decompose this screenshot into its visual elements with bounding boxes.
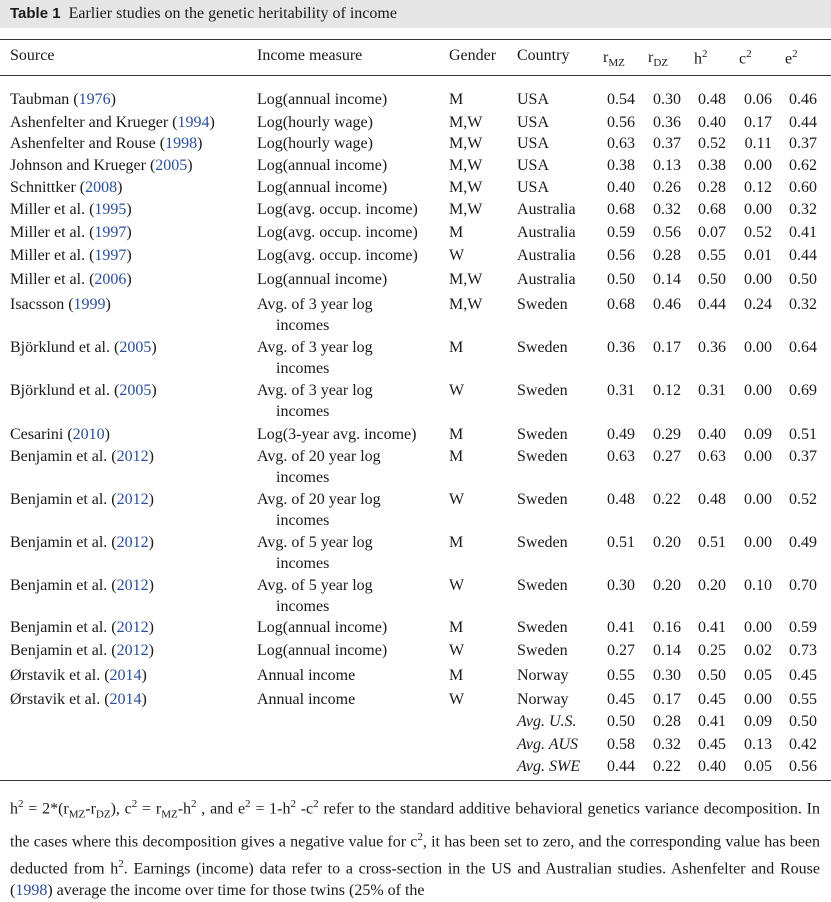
- e2-value: 0.45: [789, 667, 817, 684]
- income-measure: Log(hourly wage): [257, 114, 373, 131]
- average-label: Avg. SWE: [517, 758, 581, 775]
- h2-value: 0.28: [698, 179, 726, 196]
- e2-value: 0.73: [789, 642, 817, 659]
- header-e2: $e^2$: [785, 48, 798, 68]
- citation-year-link[interactable]: 2005: [119, 382, 152, 399]
- source-author: Benjamin et al. (: [10, 534, 117, 551]
- source-cell: [10, 641, 154, 661]
- c2-value: 0.02: [744, 642, 772, 659]
- h2-value: 0.45: [698, 691, 726, 708]
- income-measure: Log(annual income): [257, 179, 388, 196]
- source-close: ): [151, 382, 157, 399]
- country-cell: Australia: [517, 224, 576, 241]
- gender-cell: M: [449, 667, 464, 684]
- income-measure: Log(avg. occup. income): [257, 247, 418, 264]
- source-cell: [10, 113, 215, 133]
- c2-value: 0.12: [744, 179, 772, 196]
- gender-cell: M,W: [449, 201, 483, 218]
- average-c2-value: 0.05: [744, 758, 772, 775]
- country-cell: Norway: [517, 691, 569, 708]
- source-author: Benjamin et al. (: [10, 642, 117, 659]
- c2-value: 0.00: [744, 201, 772, 218]
- gender-cell: M: [449, 224, 464, 241]
- country-cell: Sweden: [517, 426, 568, 443]
- c2-value: 0.52: [744, 224, 772, 241]
- country-cell: USA: [517, 135, 550, 152]
- country-cell: Australia: [517, 271, 576, 288]
- table-title: Earlier studies on the genetic heritability of income: [68, 5, 397, 22]
- average-rmz-value: 0.58: [607, 736, 635, 753]
- c2-value: 0.10: [744, 577, 772, 594]
- e2-value: 0.32: [789, 201, 817, 218]
- income-measure: Log(annual income): [257, 642, 388, 659]
- citation-year-link[interactable]: 2012: [116, 642, 149, 659]
- income-measure: Log(hourly wage): [257, 135, 373, 152]
- income-measure: Avg. of 20 year log: [257, 491, 381, 508]
- c2-value: 0.09: [744, 426, 772, 443]
- table-label: Table 1: [10, 5, 61, 22]
- gender-cell: M,W: [449, 271, 483, 288]
- average-c2-value: 0.09: [744, 713, 772, 730]
- rmz-value: 0.59: [607, 224, 635, 241]
- citation-year-link[interactable]: 1997: [94, 247, 127, 264]
- gender-cell: W: [449, 577, 465, 594]
- header-c2: $c^2$: [739, 48, 752, 68]
- header-rdz: $r_{DZ}$: [648, 49, 668, 70]
- rdz-value: 0.13: [653, 157, 681, 174]
- source-cell: [10, 576, 154, 596]
- rdz-value: 0.27: [653, 448, 681, 465]
- average-label: Avg. U.S.: [517, 713, 577, 730]
- e2-value: 0.50: [789, 271, 817, 288]
- e2-value: 0.49: [789, 534, 817, 551]
- income-measure: Log(annual income): [257, 157, 388, 174]
- income-measure: Log(3-year avg. income): [257, 426, 417, 443]
- rdz-value: 0.32: [653, 201, 681, 218]
- e2-value: 0.69: [789, 382, 817, 399]
- source-close: ): [141, 667, 147, 684]
- header-income: Income measure: [257, 47, 363, 64]
- rmz-value: 0.63: [607, 135, 635, 152]
- citation-year-link[interactable]: 2014: [109, 667, 142, 684]
- gender-cell: W: [449, 691, 465, 708]
- income-measure: Log(annual income): [257, 619, 388, 636]
- average-h2-value: 0.41: [698, 713, 726, 730]
- rmz-value: 0.56: [607, 114, 635, 131]
- e2-value: 0.52: [789, 491, 817, 508]
- country-cell: Sweden: [517, 577, 568, 594]
- source-close: ): [148, 642, 154, 659]
- rdz-value: 0.28: [653, 247, 681, 264]
- gender-cell: M: [449, 339, 464, 356]
- h2-value: 0.36: [698, 339, 726, 356]
- gender-cell: W: [449, 491, 465, 508]
- rmz-value: 0.38: [607, 157, 635, 174]
- average-e2-value: 0.56: [789, 758, 817, 775]
- h2-value: 0.07: [698, 224, 726, 241]
- source-cell: [10, 178, 122, 198]
- rdz-value: 0.16: [653, 619, 681, 636]
- source-author: Cesarini (: [10, 426, 73, 443]
- average-h2-value: 0.45: [698, 736, 726, 753]
- source-author: Johnson and Krueger (: [10, 157, 156, 174]
- rmz-value: 0.36: [607, 339, 635, 356]
- rdz-value: 0.22: [653, 491, 681, 508]
- gender-cell: M,W: [449, 114, 483, 131]
- e2-value: 0.60: [789, 179, 817, 196]
- country-cell: USA: [517, 157, 550, 174]
- c2-value: 0.00: [744, 448, 772, 465]
- income-measure-cont: incomes: [276, 555, 330, 572]
- bottom-rule: [0, 780, 831, 781]
- source-close: ): [117, 179, 123, 196]
- source-close: ): [187, 157, 193, 174]
- h2-value: 0.40: [698, 426, 726, 443]
- source-cell: [10, 533, 154, 553]
- c2-value: 0.05: [744, 667, 772, 684]
- rmz-value: 0.50: [607, 271, 635, 288]
- source-close: ): [148, 577, 154, 594]
- c2-value: 0.17: [744, 114, 772, 131]
- country-cell: Sweden: [517, 296, 568, 313]
- e2-value: 0.44: [789, 247, 817, 264]
- income-measure: Log(avg. occup. income): [257, 201, 418, 218]
- rdz-value: 0.30: [653, 667, 681, 684]
- rdz-value: 0.30: [653, 91, 681, 108]
- source-close: ): [126, 201, 132, 218]
- source-cell: [10, 223, 132, 243]
- source-cell: [10, 90, 116, 110]
- citation-year-link[interactable]: 1998: [165, 135, 198, 152]
- country-cell: Australia: [517, 247, 576, 264]
- rmz-value: 0.41: [607, 619, 635, 636]
- rdz-value: 0.17: [653, 339, 681, 356]
- header-country: Country: [517, 47, 570, 64]
- header-rule: [0, 75, 831, 76]
- e2-value: 0.46: [789, 91, 817, 108]
- source-close: ): [126, 247, 132, 264]
- h2-value: 0.55: [698, 247, 726, 264]
- source-close: ): [151, 339, 157, 356]
- citation-year-link[interactable]: 2005: [155, 157, 188, 174]
- source-cell: [10, 490, 154, 510]
- average-label: Avg. AUS: [517, 736, 579, 753]
- c2-value: 0.00: [744, 691, 772, 708]
- rmz-value: 0.40: [607, 179, 635, 196]
- country-cell: Sweden: [517, 339, 568, 356]
- average-c2-value: 0.13: [744, 736, 772, 753]
- source-author: Björklund et al. (: [10, 339, 120, 356]
- average-rdz-value: 0.28: [653, 713, 681, 730]
- e2-value: 0.55: [789, 691, 817, 708]
- citation-year-link[interactable]: 1995: [94, 201, 127, 218]
- gender-cell: M,W: [449, 157, 483, 174]
- source-cell: [10, 690, 147, 710]
- citation-year-link[interactable]: 2012: [116, 448, 149, 465]
- h2-value: 0.52: [698, 135, 726, 152]
- c2-value: 0.00: [744, 382, 772, 399]
- source-close: ): [148, 491, 154, 508]
- top-rule: [0, 39, 831, 40]
- h2-value: 0.40: [698, 114, 726, 131]
- income-measure: Annual income: [257, 691, 356, 708]
- gender-cell: W: [449, 642, 465, 659]
- source-author: Benjamin et al. (: [10, 577, 117, 594]
- income-measure: Log(avg. occup. income): [257, 224, 418, 241]
- source-close: ): [148, 534, 154, 551]
- gender-cell: W: [449, 247, 465, 264]
- source-author: Benjamin et al. (: [10, 448, 117, 465]
- country-cell: Norway: [517, 667, 569, 684]
- average-e2-value: 0.50: [789, 713, 817, 730]
- rdz-value: 0.46: [653, 296, 681, 313]
- income-measure-cont: incomes: [276, 598, 330, 615]
- h2-value: 0.41: [698, 619, 726, 636]
- citation-year-link[interactable]: 1999: [73, 296, 106, 313]
- citation-year-link[interactable]: 2012: [116, 577, 149, 594]
- table-footnote: $h^2 = 2*(r_{MZ}-r_{DZ})$, $c^2 = r_{MZ}-h^2$ , and $e^2 = 1-h^2$ $-c^2$ refer to the standard additive behavioral genetics variance decomposition. In the cases where this decomposition gives a negative value for $c^2$, it has been set to zero, and the corresponding value has been deducted from $h^2$. Earnings (income) data refer to a cross-section in the US and Australian studies. Ashenfelter and Rouse (1998) average the income over time for those twins (25% of the: [10, 798, 821, 900]
- gender-cell: M: [449, 619, 464, 636]
- source-cell: [10, 338, 157, 358]
- gender-cell: M: [449, 534, 464, 551]
- h2-value: 0.48: [698, 91, 726, 108]
- citation-year-link[interactable]: 1997: [94, 224, 127, 241]
- h2-value: 0.31: [698, 382, 726, 399]
- gender-cell: W: [449, 382, 465, 399]
- source-close: ): [148, 448, 154, 465]
- citation-year-link[interactable]: 2012: [116, 619, 149, 636]
- rdz-value: 0.56: [653, 224, 681, 241]
- country-cell: Sweden: [517, 382, 568, 399]
- citation-year-link[interactable]: 2005: [119, 339, 152, 356]
- h2-value: 0.38: [698, 157, 726, 174]
- source-close: ): [209, 114, 215, 131]
- e2-value: 0.51: [789, 426, 817, 443]
- table-caption: [10, 5, 397, 23]
- footnote-citation-link[interactable]: 1998: [15, 882, 48, 900]
- income-measure: Avg. of 3 year log: [257, 382, 373, 399]
- gender-cell: M: [449, 426, 464, 443]
- source-author: Miller et al. (: [10, 201, 95, 218]
- c2-value: 0.00: [744, 534, 772, 551]
- source-cell: [10, 447, 154, 467]
- country-cell: Sweden: [517, 619, 568, 636]
- rdz-value: 0.14: [653, 271, 681, 288]
- citation-year-link[interactable]: 1976: [78, 91, 111, 108]
- source-author: Miller et al. (: [10, 271, 95, 288]
- source-close: ): [197, 135, 203, 152]
- source-author: Schnittker (: [10, 179, 86, 196]
- rdz-value: 0.20: [653, 534, 681, 551]
- rdz-value: 0.12: [653, 382, 681, 399]
- income-measure: Avg. of 20 year log: [257, 448, 381, 465]
- source-author: Miller et al. (: [10, 247, 95, 264]
- e2-value: 0.41: [789, 224, 817, 241]
- e2-value: 0.37: [789, 135, 817, 152]
- e2-value: 0.44: [789, 114, 817, 131]
- gender-cell: M: [449, 91, 464, 108]
- citation-year-link[interactable]: 2008: [85, 179, 118, 196]
- source-cell: [10, 381, 157, 401]
- h2-value: 0.48: [698, 491, 726, 508]
- country-cell: Sweden: [517, 642, 568, 659]
- average-e2-value: 0.42: [789, 736, 817, 753]
- income-measure-cont: incomes: [276, 512, 330, 529]
- rdz-value: 0.20: [653, 577, 681, 594]
- h2-value: 0.63: [698, 448, 726, 465]
- source-cell: [10, 295, 111, 315]
- header-gender: Gender: [449, 47, 497, 64]
- source-cell: [10, 246, 132, 266]
- source-cell: [10, 666, 147, 686]
- source-author: Ørstavik et al. (: [10, 667, 110, 684]
- header-h2: $h^2$: [694, 48, 708, 68]
- gender-cell: M,W: [449, 296, 483, 313]
- average-rdz-value: 0.22: [653, 758, 681, 775]
- citation-year-link[interactable]: 2010: [72, 426, 105, 443]
- c2-value: 0.00: [744, 491, 772, 508]
- rmz-value: 0.54: [607, 91, 635, 108]
- e2-value: 0.70: [789, 577, 817, 594]
- country-cell: Australia: [517, 201, 576, 218]
- h2-value: 0.20: [698, 577, 726, 594]
- header-rmz: $r_{MZ}$: [603, 49, 625, 70]
- source-author: Miller et al. (: [10, 224, 95, 241]
- country-cell: USA: [517, 91, 550, 108]
- country-cell: Sweden: [517, 448, 568, 465]
- average-rmz-value: 0.50: [607, 713, 635, 730]
- rmz-value: 0.68: [607, 296, 635, 313]
- source-close: ): [126, 224, 132, 241]
- h2-value: 0.51: [698, 534, 726, 551]
- c2-value: 0.01: [744, 247, 772, 264]
- rmz-value: 0.56: [607, 247, 635, 264]
- source-cell: [10, 200, 132, 220]
- average-h2-value: 0.40: [698, 758, 726, 775]
- rdz-value: 0.29: [653, 426, 681, 443]
- country-cell: USA: [517, 179, 550, 196]
- c2-value: 0.00: [744, 271, 772, 288]
- rmz-value: 0.55: [607, 667, 635, 684]
- c2-value: 0.06: [744, 91, 772, 108]
- source-author: Ashenfelter and Krueger (: [10, 114, 178, 131]
- source-cell: [10, 618, 154, 638]
- source-close: ): [126, 271, 132, 288]
- income-measure: Log(annual income): [257, 271, 388, 288]
- e2-value: 0.62: [789, 157, 817, 174]
- c2-value: 0.00: [744, 619, 772, 636]
- gender-cell: M,W: [449, 135, 483, 152]
- rmz-value: 0.49: [607, 426, 635, 443]
- income-measure: Log(annual income): [257, 91, 388, 108]
- income-measure: Annual income: [257, 667, 356, 684]
- source-close: ): [110, 91, 116, 108]
- income-measure: Avg. of 5 year log: [257, 534, 373, 551]
- c2-value: 0.24: [744, 296, 772, 313]
- header-source: Source: [10, 47, 55, 64]
- source-cell: [10, 270, 132, 290]
- income-measure: Avg. of 5 year log: [257, 577, 373, 594]
- rdz-value: 0.36: [653, 114, 681, 131]
- rmz-value: 0.31: [607, 382, 635, 399]
- citation-year-link[interactable]: 2006: [94, 271, 127, 288]
- e2-value: 0.32: [789, 296, 817, 313]
- source-author: Taubman (: [10, 91, 79, 108]
- rmz-value: 0.48: [607, 491, 635, 508]
- citation-year-link[interactable]: 2012: [116, 534, 149, 551]
- income-measure-cont: incomes: [276, 469, 330, 486]
- rdz-value: 0.26: [653, 179, 681, 196]
- rmz-value: 0.63: [607, 448, 635, 465]
- citation-year-link[interactable]: 1994: [177, 114, 210, 131]
- rmz-value: 0.27: [607, 642, 635, 659]
- h2-value: 0.50: [698, 271, 726, 288]
- rmz-value: 0.45: [607, 691, 635, 708]
- source-author: Björklund et al. (: [10, 382, 120, 399]
- source-close: ): [105, 296, 111, 313]
- average-rdz-value: 0.32: [653, 736, 681, 753]
- rdz-value: 0.14: [653, 642, 681, 659]
- c2-value: 0.00: [744, 157, 772, 174]
- source-cell: [10, 134, 202, 154]
- income-measure-cont: incomes: [276, 403, 330, 420]
- h2-value: 0.68: [698, 201, 726, 218]
- source-close: ): [148, 619, 154, 636]
- source-author: Isacsson (: [10, 296, 74, 313]
- country-cell: USA: [517, 114, 550, 131]
- rmz-value: 0.68: [607, 201, 635, 218]
- rmz-value: 0.30: [607, 577, 635, 594]
- source-cell: [10, 425, 110, 445]
- rmz-value: 0.51: [607, 534, 635, 551]
- income-measure: Avg. of 3 year log: [257, 339, 373, 356]
- country-cell: Sweden: [517, 534, 568, 551]
- h2-value: 0.44: [698, 296, 726, 313]
- citation-year-link[interactable]: 2012: [116, 491, 149, 508]
- source-author: Benjamin et al. (: [10, 491, 117, 508]
- h2-value: 0.25: [698, 642, 726, 659]
- income-measure: Avg. of 3 year log: [257, 296, 373, 313]
- table-title-bar: [0, 0, 831, 28]
- average-rmz-value: 0.44: [607, 758, 635, 775]
- e2-value: 0.59: [789, 619, 817, 636]
- rdz-value: 0.37: [653, 135, 681, 152]
- source-author: Ørstavik et al. (: [10, 691, 110, 708]
- income-measure-cont: incomes: [276, 360, 330, 377]
- income-measure-cont: incomes: [276, 317, 330, 334]
- e2-value: 0.37: [789, 448, 817, 465]
- h2-value: 0.50: [698, 667, 726, 684]
- e2-value: 0.64: [789, 339, 817, 356]
- source-close: ): [141, 691, 147, 708]
- source-author: Ashenfelter and Rouse (: [10, 135, 166, 152]
- source-author: Benjamin et al. (: [10, 619, 117, 636]
- source-close: ): [104, 426, 110, 443]
- gender-cell: M: [449, 448, 464, 465]
- country-cell: Sweden: [517, 491, 568, 508]
- rdz-value: 0.17: [653, 691, 681, 708]
- gender-cell: M,W: [449, 179, 483, 196]
- source-cell: [10, 156, 193, 176]
- c2-value: 0.00: [744, 339, 772, 356]
- c2-value: 0.11: [744, 135, 772, 152]
- citation-year-link[interactable]: 2014: [109, 691, 142, 708]
